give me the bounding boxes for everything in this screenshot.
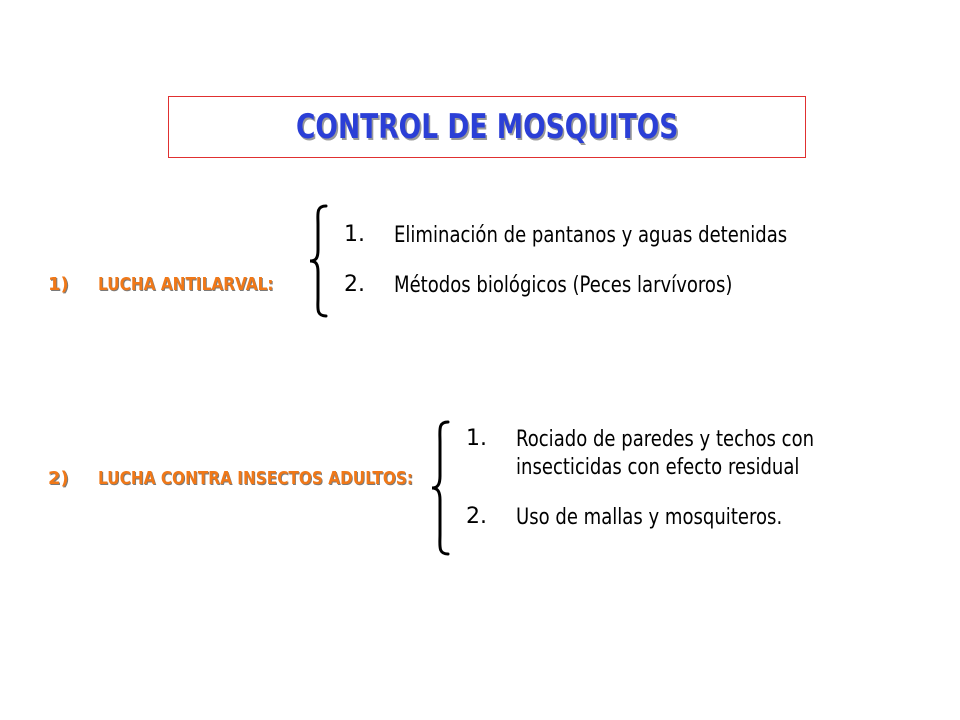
adult-insect-methods-list bbox=[466, 426, 879, 554]
list-item-text: Métodos biológicos (Peces larvívoros) bbox=[394, 273, 733, 298]
list-item-number: 2. bbox=[344, 272, 365, 297]
list-item-text-line: insecticidas con efecto residual bbox=[516, 455, 800, 480]
list-item bbox=[344, 272, 874, 322]
curly-brace-icon bbox=[306, 204, 330, 318]
list-item bbox=[466, 426, 879, 504]
list-item-number: 1. bbox=[344, 222, 365, 247]
list-item bbox=[466, 504, 879, 554]
list-item-number: 2. bbox=[466, 504, 487, 529]
list-item bbox=[344, 222, 874, 272]
list-item-text-line: Rociado de paredes y techos con bbox=[516, 427, 815, 452]
section-number: 1) bbox=[48, 274, 69, 295]
curly-brace-icon bbox=[428, 420, 452, 556]
section-heading-text: LUCHA ANTILARVAL: bbox=[98, 274, 274, 295]
slide-title: CONTROL DE MOSQUITOS bbox=[295, 107, 679, 147]
section-number: 2) bbox=[48, 468, 69, 489]
section-heading-adult-insects bbox=[48, 468, 469, 489]
list-item-number: 1. bbox=[466, 426, 487, 451]
antilarval-methods-list bbox=[344, 222, 874, 322]
list-item-text: Uso de mallas y mosquiteros. bbox=[516, 505, 783, 530]
title-box bbox=[168, 96, 806, 158]
list-item-text bbox=[516, 426, 814, 482]
list-item-text: Eliminación de pantanos y aguas detenidas bbox=[394, 223, 788, 248]
section-heading-text: LUCHA CONTRA INSECTOS ADULTOS: bbox=[98, 468, 414, 489]
section-heading-antilarval bbox=[48, 274, 304, 295]
